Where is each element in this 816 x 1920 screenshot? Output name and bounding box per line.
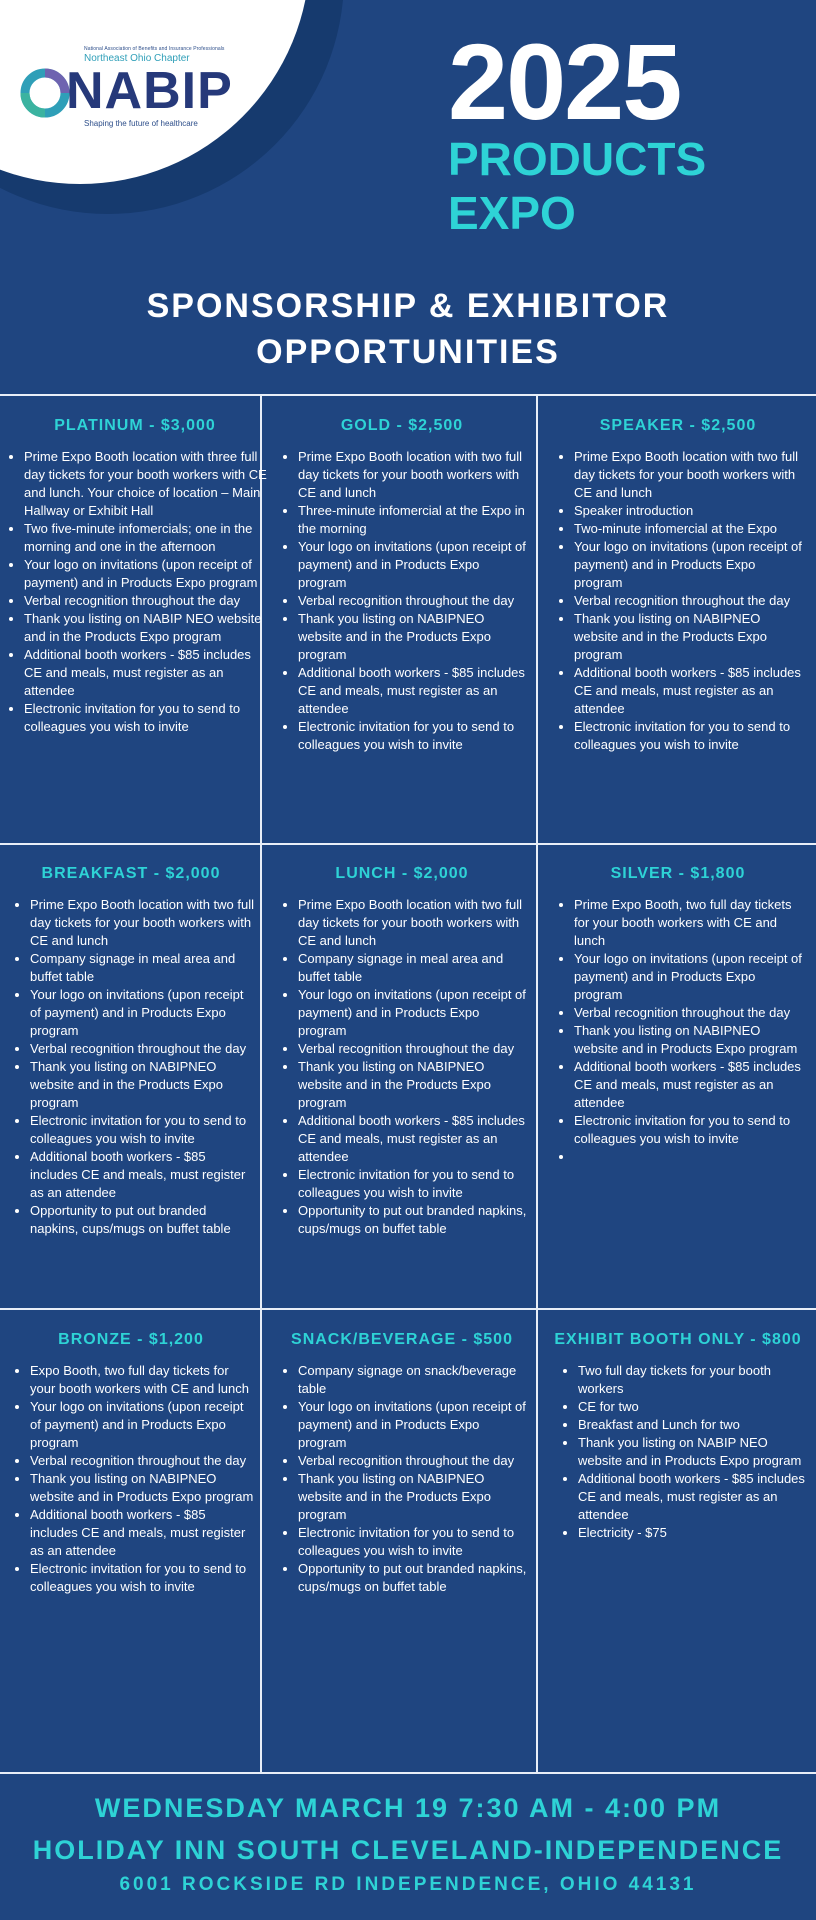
logo-wordmark: NABIP <box>66 62 233 120</box>
benefit-item: • Electronic invitation for you to send to colleagues you wish to invite <box>24 700 270 736</box>
grid-divider <box>536 394 538 1774</box>
tier-benefits <box>274 448 530 754</box>
sponsorship-grid <box>0 394 816 1774</box>
benefit-item: • Electricity - $75 <box>578 1524 814 1542</box>
tier-benefits <box>274 1362 530 1596</box>
benefit-item: • Prime Expo Booth location with two full day tickets for your booth workers with CE and lunch <box>30 896 256 950</box>
tier-card-gold <box>274 416 530 754</box>
benefit-item: • Electronic invitation for you to send to colleagues you wish to invite <box>298 718 530 754</box>
benefit-item: • Thank you listing on NABIPNEO website and in the Products Expo program <box>30 1058 256 1112</box>
benefit-item: • Thank you listing on NABIPNEO website and in Products Expo program <box>574 1022 806 1058</box>
benefit-item: • Thank you listing on NABIPNEO website and in the Products Expo program <box>574 610 806 664</box>
benefit-item: • Your logo on invitations (upon receipt of payment) and in Products Expo program <box>298 1398 530 1452</box>
tier-benefits <box>0 448 270 736</box>
tier-benefits <box>550 896 806 1166</box>
event-date-time: WEDNESDAY MARCH 19 7:30 AM - 4:00 PM <box>94 1793 722 1823</box>
benefit-item: • Verbal recognition throughout the day <box>574 592 806 610</box>
nabip-logo <box>16 44 256 134</box>
benefit-item: • Opportunity to put out branded napkins, cups/mugs on buffet table <box>298 1560 530 1596</box>
benefit-item: • Verbal recognition throughout the day <box>24 592 270 610</box>
benefit-item: • Your logo on invitations (upon receipt of payment) and in Products Expo program <box>30 986 256 1040</box>
benefit-item: • Opportunity to put out branded napkins, cups/mugs on buffet table <box>298 1202 530 1238</box>
benefit-item: • Additional booth workers - $85 includes CE and meals, must register as an attendee <box>578 1470 814 1524</box>
tier-benefits <box>6 1362 256 1596</box>
benefit-item: • Opportunity to put out branded napkins, cups/mugs on buffet table <box>30 1202 256 1238</box>
tier-title: SNACK/BEVERAGE - $500 <box>291 1331 513 1348</box>
benefit-item: • Verbal recognition throughout the day <box>298 1452 530 1470</box>
benefit-item: • Company signage in meal area and buffet table <box>30 950 256 986</box>
event-title-line2: EXPO <box>448 187 576 239</box>
benefit-item: • Verbal recognition throughout the day <box>30 1452 256 1470</box>
tier-benefits <box>550 448 806 754</box>
tier-card-platinum <box>0 416 270 736</box>
benefit-item: • Three-minute infomercial at the Expo in the morning <box>298 502 530 538</box>
benefit-item: • Prime Expo Booth location with three full day tickets for your booth workers with CE and lunch. Your choice of location – Main Hallway or Exhibit Hall <box>24 448 270 520</box>
tier-card-silver <box>550 864 806 1166</box>
benefit-item: • Electronic invitation for you to send to colleagues you wish to invite <box>298 1524 530 1560</box>
tier-card-exhibit-booth <box>542 1330 814 1542</box>
benefit-item: • Electronic invitation for you to send to colleagues you wish to invite <box>574 718 806 754</box>
benefit-item: • Speaker introduction <box>574 502 806 520</box>
benefit-item: • Company signage in meal area and buffet table <box>298 950 530 986</box>
benefit-item: • Breakfast and Lunch for two <box>578 1416 814 1434</box>
benefit-item: • Prime Expo Booth location with two full day tickets for your booth workers with CE and lunch <box>298 896 530 950</box>
tier-card-bronze <box>6 1330 256 1596</box>
benefit-item: • Thank you listing on NABIP NEO website and in Products Expo program <box>578 1434 814 1470</box>
tier-benefits <box>542 1362 814 1542</box>
benefit-item: • Additional booth workers - $85 includes CE and meals, must register as an attendee <box>24 646 270 700</box>
benefit-item: • Two-minute infomercial at the Expo <box>574 520 806 538</box>
benefit-item: • Your logo on invitations (upon receipt of payment) and in Products Expo program <box>298 538 530 592</box>
benefit-item: • Thank you listing on NABIPNEO website and in Products Expo program <box>30 1470 256 1506</box>
tier-title: SILVER - $1,800 <box>610 865 746 882</box>
benefit-item: • Electronic invitation for you to send to colleagues you wish to invite <box>298 1166 530 1202</box>
tier-card-snack-beverage <box>274 1330 530 1596</box>
benefit-item: • Prime Expo Booth location with two full day tickets for your booth workers with CE and lunch <box>298 448 530 502</box>
grid-divider <box>0 1308 816 1310</box>
tier-title: BRONZE - $1,200 <box>58 1331 204 1348</box>
tier-title: SPEAKER - $2,500 <box>599 417 757 434</box>
event-address: 6001 ROCKSIDE RD INDEPENDENCE, OHIO 44131 <box>119 1874 697 1895</box>
tier-title: GOLD - $2,500 <box>340 417 464 434</box>
benefit-item: • Thank you listing on NABIPNEO website and in the Products Expo program <box>298 1470 530 1524</box>
tier-benefits <box>274 896 530 1238</box>
benefit-item: • Thank you listing on NABIPNEO website and in the Products Expo program <box>298 1058 530 1112</box>
logo-kicker: National Association of Benefits and Insurance Professionals <box>84 46 225 52</box>
benefit-item: • Electronic invitation for you to send to colleagues you wish to invite <box>574 1112 806 1148</box>
benefit-item: • Additional booth workers - $85 includes CE and meals, must register as an attendee <box>30 1148 256 1202</box>
tier-title: PLATINUM - $3,000 <box>54 417 216 434</box>
benefit-item: • Prime Expo Booth, two full day tickets for your booth workers with CE and lunch <box>574 896 806 950</box>
benefit-item: • Two full day tickets for your booth workers <box>578 1362 814 1398</box>
tier-card-speaker <box>550 416 806 754</box>
tier-title: BREAKFAST - $2,000 <box>41 865 221 882</box>
grid-divider <box>0 843 816 845</box>
logo-tagline: Shaping the future of healthcare <box>84 119 198 128</box>
benefit-item: • Additional booth workers - $85 includes CE and meals, must register as an attendee <box>574 1058 806 1112</box>
benefit-item: • Thank you listing on NABIPNEO website and in the Products Expo program <box>298 610 530 664</box>
benefit-item: • CE for two <box>578 1398 814 1416</box>
grid-divider <box>0 394 816 396</box>
benefit-item: • Company signage on snack/beverage table <box>298 1362 530 1398</box>
section-heading-line2: OPPORTUNITIES <box>256 333 560 371</box>
benefit-item: • Your logo on invitations (upon receipt of payment) and in Products Expo program <box>574 950 806 1004</box>
hero-header <box>0 0 816 272</box>
benefit-item <box>574 1148 806 1166</box>
event-venue: HOLIDAY INN SOUTH CLEVELAND-INDEPENDENCE <box>32 1835 784 1865</box>
benefit-item: • Your logo on invitations (upon receipt of payment) and in Products Expo program <box>30 1398 256 1452</box>
grid-divider <box>0 1772 816 1774</box>
benefit-item: • Prime Expo Booth location with two full day tickets for your booth workers with CE and lunch <box>574 448 806 502</box>
benefit-item: • Verbal recognition throughout the day <box>298 1040 530 1058</box>
tier-card-lunch <box>274 864 530 1238</box>
benefit-item: • Your logo on invitations (upon receipt of payment) and in Products Expo program <box>574 538 806 592</box>
tier-benefits <box>6 896 256 1238</box>
benefit-item: • Your logo on invitations (upon receipt of payment) and in Products Expo program <box>298 986 530 1040</box>
benefit-item: • Two five-minute infomercials; one in the morning and one in the afternoon <box>24 520 270 556</box>
benefit-item: • Thank you listing on NABIP NEO website and in the Products Expo program <box>24 610 270 646</box>
tier-title: EXHIBIT BOOTH ONLY - $800 <box>554 1331 802 1348</box>
benefit-item: • Additional booth workers - $85 includes CE and meals, must register as an attendee <box>298 664 530 718</box>
section-heading-line1: SPONSORSHIP & EXHIBITOR <box>146 287 670 325</box>
benefit-item: • Your logo on invitations (upon receipt of payment) and in Products Expo program <box>24 556 270 592</box>
benefit-item: • Verbal recognition throughout the day <box>574 1004 806 1022</box>
benefit-item: • Electronic invitation for you to send to colleagues you wish to invite <box>30 1560 256 1596</box>
benefit-item: • Verbal recognition throughout the day <box>30 1040 256 1058</box>
benefit-item: • Verbal recognition throughout the day <box>298 592 530 610</box>
benefit-item: • Additional booth workers - $85 includes CE and meals, must register as an attendee <box>574 664 806 718</box>
benefit-item: • Electronic invitation for you to send to colleagues you wish to invite <box>30 1112 256 1148</box>
event-title-line1: PRODUCTS <box>448 133 707 185</box>
benefit-item: • Additional booth workers - $85 includes CE and meals, must register as an attendee <box>298 1112 530 1166</box>
tier-card-breakfast <box>6 864 256 1238</box>
benefit-item: • Expo Booth, two full day tickets for your booth workers with CE and lunch <box>30 1362 256 1398</box>
logo-chapter: Northeast Ohio Chapter <box>84 53 190 64</box>
benefit-item: • Additional booth workers - $85 includes CE and meals, must register as an attendee <box>30 1506 256 1560</box>
event-year: 2025 <box>448 21 681 142</box>
tier-title: LUNCH - $2,000 <box>335 865 469 882</box>
